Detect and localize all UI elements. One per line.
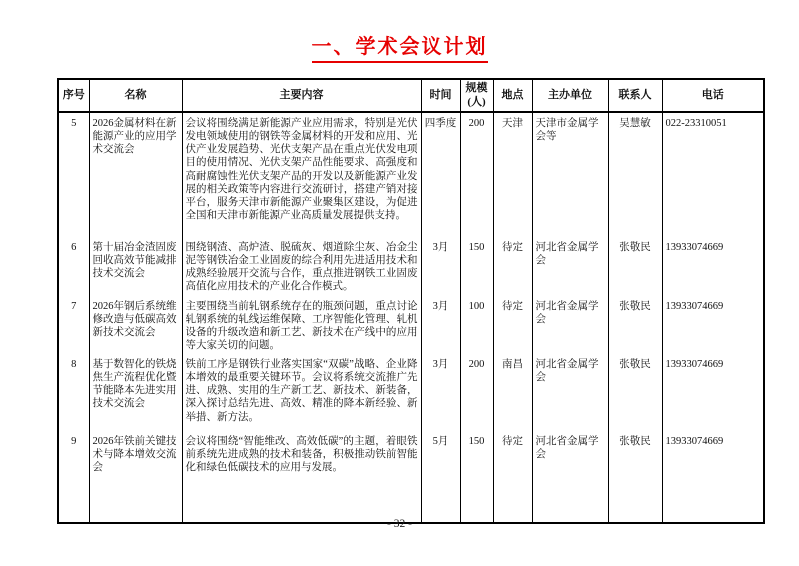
cell-time: 3月	[421, 296, 460, 355]
cell-contact: 张敬民	[608, 296, 662, 355]
cell-organizer: 河北省金属学会	[532, 296, 608, 355]
cell-place: 天津	[493, 112, 532, 237]
conference-table-container	[57, 78, 763, 515]
cell-organizer: 河北省金属学会	[532, 354, 608, 431]
cell-content: 铁前工序是钢铁行业落实国家“双碳”战略、企业降本增效的最重要关键环节。会议将系统交流推广先进、成熟、实用的生产新工艺、新技术、新装备，深入探讨总结先进、高效、精准的降本新经验、新举措、新方法。	[182, 354, 421, 431]
cell-name: 2026年钢后系统维修改造与低碳高效新技术交流会	[89, 296, 182, 355]
cell-name: 2026年铁前关键技术与降本增效交流会	[89, 431, 182, 523]
cell-scale: 200	[460, 112, 493, 237]
header-cell-organizer: 主办单位	[532, 79, 608, 112]
cell-place: 南昌	[493, 354, 532, 431]
header-cell-phone: 电话	[662, 79, 764, 112]
cell-scale: 100	[460, 296, 493, 355]
table-row	[58, 354, 764, 431]
cell-no: 7	[58, 296, 89, 355]
cell-place: 待定	[493, 296, 532, 355]
cell-contact: 张敬民	[608, 237, 662, 296]
table-row	[58, 237, 764, 296]
cell-time: 5月	[421, 431, 460, 523]
cell-name: 第十届冶金渣固废回收高效节能减排技术交流会	[89, 237, 182, 296]
cell-phone: 13933074669	[662, 296, 764, 355]
table-row	[58, 296, 764, 355]
header-cell-content: 主要内容	[182, 79, 421, 112]
cell-phone: 13933074669	[662, 237, 764, 296]
page-title	[0, 30, 799, 63]
cell-contact: 张敬民	[608, 354, 662, 431]
cell-content: 会议将围绕满足新能源产业应用需求，特别是光伏发电领域使用的钢铁等金属材料的开发和应用、光伏产业发展趋势、光伏支架产品在重点光伏发电项目的使用情况、光伏支架产品性能要求、高强度和高耐腐蚀性光伏支架产品的开发以及新能源产业发展的相关政策等内容进行交流研讨，搭建产销对接平台，服务天津市新能源产业聚集区建设，为促进全国和天津市新能源产业高质量发展提供支持。	[182, 112, 421, 237]
cell-no: 5	[58, 112, 89, 237]
cell-content: 围绕钢渣、高炉渣、脱硫灰、烟道除尘灰、冶金尘泥等钢铁冶金工业固废的综合利用先进适用技术和成熟经验展开交流与合作，重点推进钢铁工业固废高值化应用技术的产业化合作模式。	[182, 237, 421, 296]
cell-phone: 13933074669	[662, 354, 764, 431]
cell-name: 基于数智化的铁烧焦生产流程优化暨节能降本先进实用技术交流会	[89, 354, 182, 431]
cell-phone: 13933074669	[662, 431, 764, 523]
table-header-row	[58, 79, 764, 112]
cell-place: 待定	[493, 431, 532, 523]
cell-name: 2026金属材料在新能源产业的应用学术交流会	[89, 112, 182, 237]
cell-time: 四季度	[421, 112, 460, 237]
table-row	[58, 431, 764, 523]
cell-scale: 150	[460, 431, 493, 523]
header-cell-place: 地点	[493, 79, 532, 112]
cell-no: 9	[58, 431, 89, 523]
cell-organizer: 河北省金属学会	[532, 431, 608, 523]
cell-content: 主要围绕当前轧钢系统存在的瓶颈问题，重点讨论轧钢系统的轧线运维保障、工序智能化管理、轧机设备的升级改造和新工艺、新技术在产线中的应用等大家关切的问题。	[182, 296, 421, 355]
cell-place: 待定	[493, 237, 532, 296]
cell-no: 8	[58, 354, 89, 431]
cell-time: 3月	[421, 354, 460, 431]
conference-table-body	[58, 112, 764, 523]
cell-no: 6	[58, 237, 89, 296]
header-cell-contact: 联系人	[608, 79, 662, 112]
header-cell-name: 名称	[89, 79, 182, 112]
cell-contact: 吴慧敏	[608, 112, 662, 237]
conference-table	[57, 78, 765, 524]
cell-organizer: 天津市金属学会等	[532, 112, 608, 237]
cell-time: 3月	[421, 237, 460, 296]
cell-organizer: 河北省金属学会	[532, 237, 608, 296]
cell-scale: 150	[460, 237, 493, 296]
header-cell-time: 时间	[421, 79, 460, 112]
page-number: - 32 -	[387, 518, 412, 530]
header-cell-scale: 规模(人)	[460, 79, 493, 112]
cell-scale: 200	[460, 354, 493, 431]
table-row	[58, 112, 764, 237]
cell-contact: 张敬民	[608, 431, 662, 523]
page-title-text: 一、学术会议计划	[312, 30, 488, 63]
cell-phone: 022-23310051	[662, 112, 764, 237]
cell-content: 会议将围绕“智能维改、高效低碳”的主题，着眼铁前系统先进成熟的技术和装备，积极推动铁前智能化和绿色低碳技术的应用与发展。	[182, 431, 421, 523]
header-cell-no: 序号	[58, 79, 89, 112]
